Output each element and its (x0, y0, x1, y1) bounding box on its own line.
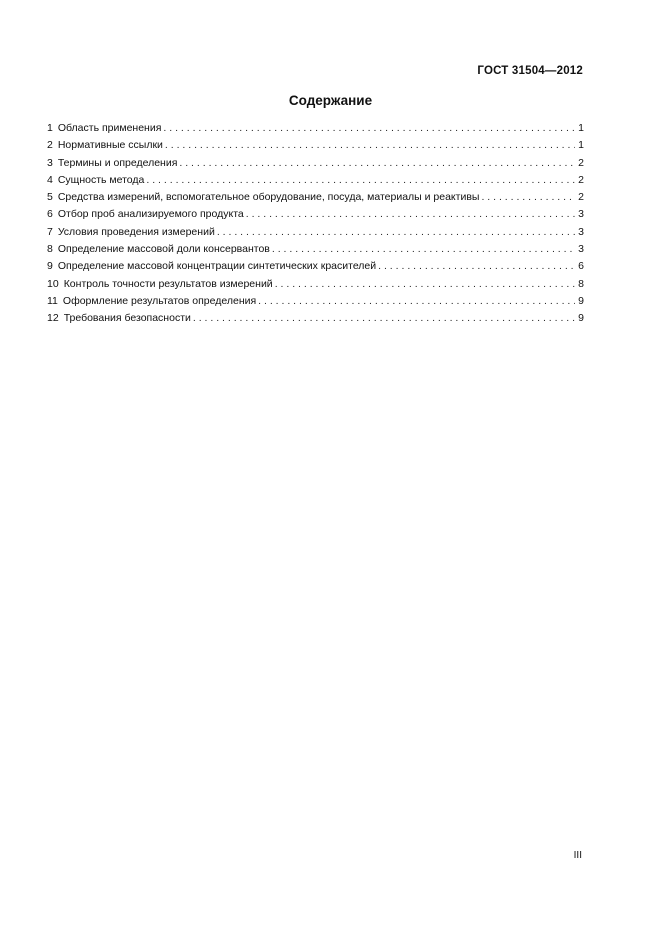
toc-item-number: 11 (47, 294, 58, 307)
toc-item-number: 10 (47, 277, 59, 290)
toc-item-4[interactable] (47, 172, 584, 189)
table-of-contents (47, 120, 584, 328)
toc-item-page: 3 (578, 225, 584, 238)
toc-item-number: 12 (47, 312, 59, 325)
dot-leader (163, 120, 575, 137)
toc-item-1[interactable] (47, 120, 584, 137)
toc-item-text: Определение массовой доли консервантов (57, 243, 270, 256)
toc-item-2[interactable] (47, 137, 584, 154)
toc-item-number: 1 (47, 122, 53, 134)
dot-leader (481, 189, 575, 206)
toc-item-number: 5 (47, 191, 53, 204)
toc-item-page: 2 (578, 191, 584, 204)
toc-title: Содержание (288, 93, 373, 108)
dot-leader (275, 276, 575, 293)
dot-leader (272, 241, 575, 258)
toc-item-9[interactable] (47, 258, 584, 275)
toc-item-page: 3 (578, 243, 584, 256)
dot-leader (217, 224, 575, 241)
toc-item-text: Термины и определения (57, 156, 178, 169)
toc-item-page: 9 (578, 312, 584, 325)
dot-leader (179, 155, 575, 172)
toc-item-text: Требования безопасности (63, 312, 191, 325)
toc-item-3[interactable] (47, 155, 584, 172)
toc-item-page: 8 (578, 277, 584, 290)
toc-item-page: 2 (578, 173, 584, 186)
toc-item-11[interactable] (47, 293, 584, 310)
dot-leader (258, 293, 575, 310)
dot-leader (246, 206, 575, 223)
toc-item-7[interactable] (47, 224, 584, 241)
toc-item-page: 1 (578, 139, 584, 152)
dot-leader (146, 172, 575, 189)
toc-item-8[interactable] (47, 241, 584, 258)
toc-item-number: 9 (47, 260, 53, 273)
toc-item-page: 9 (578, 294, 584, 307)
document-code: ГОСТ 31504—2012 (477, 65, 583, 77)
toc-item-number: 6 (47, 208, 53, 221)
toc-item-text: Нормативные ссылки (57, 139, 163, 152)
toc-item-text: Область применения (57, 122, 162, 134)
toc-item-5[interactable] (47, 189, 584, 206)
toc-item-number: 4 (47, 173, 53, 186)
toc-item-number: 3 (47, 156, 53, 169)
toc-item-12[interactable] (47, 310, 584, 327)
toc-item-number: 2 (47, 139, 53, 152)
toc-item-text: Контроль точности результатов измерений (63, 277, 273, 290)
toc-item-10[interactable] (47, 276, 584, 293)
toc-item-text: Сущность метода (57, 173, 145, 186)
toc-item-text: Средства измерений, вспомогательное оборудование, посуда, материалы и реактивы (57, 191, 480, 204)
dot-leader (165, 137, 575, 154)
toc-item-6[interactable] (47, 206, 584, 223)
toc-item-number: 8 (47, 243, 53, 256)
toc-item-page: 3 (578, 208, 584, 221)
toc-item-number: 7 (47, 225, 53, 238)
toc-item-page: 2 (578, 156, 584, 169)
toc-item-page: 6 (578, 260, 584, 273)
dot-leader (193, 310, 575, 327)
toc-item-text: Оформление результатов определения (62, 294, 257, 307)
toc-item-text: Определение массовой концентрации синтетических красителей (57, 260, 377, 273)
toc-item-text: Условия проведения измерений (57, 225, 215, 238)
page-number: III (573, 850, 582, 861)
dot-leader (378, 258, 575, 275)
toc-item-page: 1 (578, 122, 584, 134)
toc-item-text: Отбор проб анализируемого продукта (57, 208, 244, 221)
